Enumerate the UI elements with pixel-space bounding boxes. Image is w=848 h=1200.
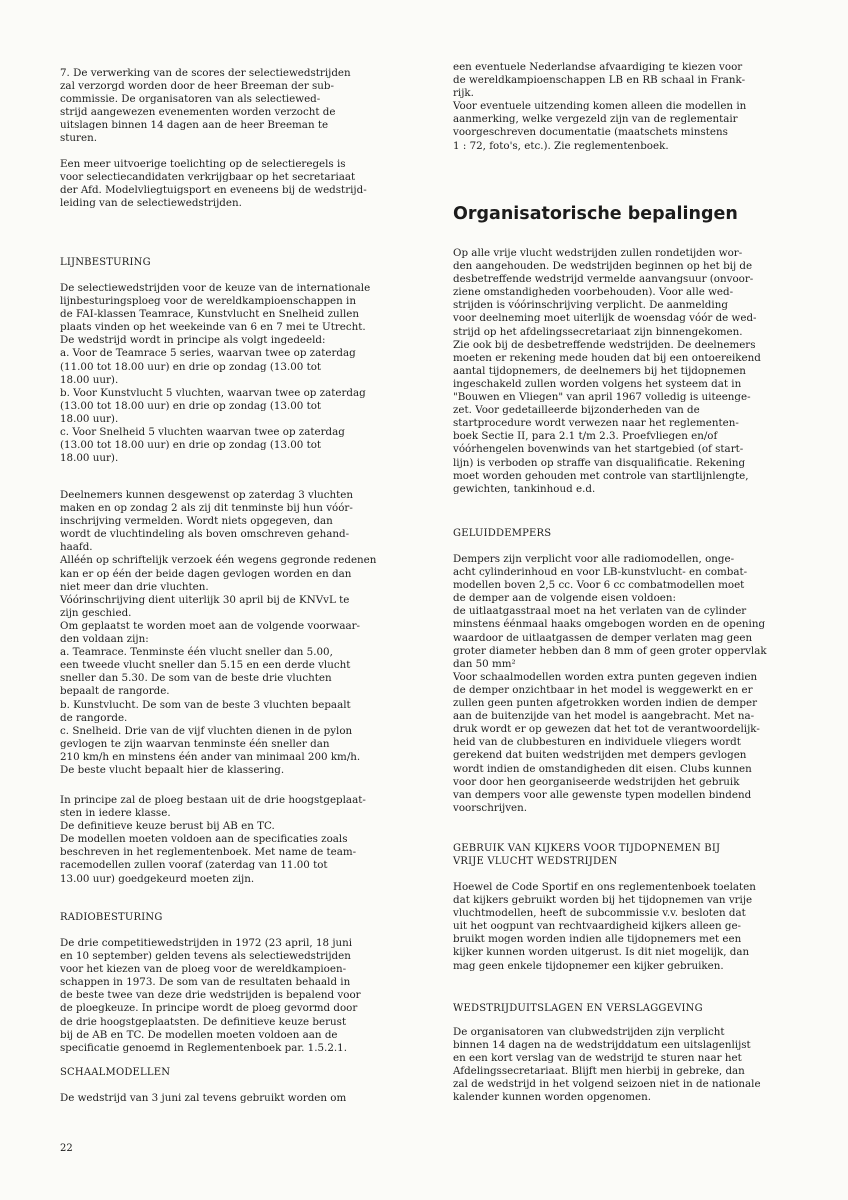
schaalmodellen-text: De wedstrijd van 3 juni zal tevens gebruikt worden om: [60, 1092, 347, 1104]
schaalmodellen-heading: [60, 1066, 412, 1079]
geluiddempers-body: [453, 553, 793, 815]
intro-paragraph: [60, 158, 412, 210]
geluiddempers-text: Dempers zijn verplicht voor alle radiomodellen, onge- acht cylinderinhoud en voor LB-kunstvlucht- en combat- modellen boven 2,5 cc. Voor 6 cc combatmodellen moet de demper aan de volgende eisen voldoen: de uitlaatgasstraal moet na het verlaten van de cylinder minstens éénmaal haaks omgebogen worden en de opening waardoor de uitlaatgassen de demper verlaten mag geen groter diameter hebben dan 8 mm of geen groter oppervlak dan 50 mm² Voor schaalmodellen worden extra punten gegeven indien de demper onzichtbaar in het model is weggewerkt en er zullen geen punten afgetrokken worden indien de demper aan de buitenzijde van het model is aangebracht. Met na- druk wordt er op gewezen dat het tot de verantwoordelijk- heid van de clubbesturen en individuele vliegers wordt gerekend dat buiten wedstrijden met dempers gevlogen wordt indien de omstandigheden dit eisen. Clubs kunnen voor door hen georganiseerde wedstrijden het gebruik van dempers voor alle gewenste typen modellen bindend voorschrijven.: [453, 553, 767, 814]
uitslagen-text: De organisatoren van clubwedstrijden zijn verplicht binnen 14 dagen na de wedstrijddatum een uitslagenlijst en een kort verslag van de wedstrijd te sturen naar het Afdelingssecretariaat. Blijft men hierbij in gebreke, dan zal de wedstrijd in het volgend seizoen niet in de nationale kalender kunnen worden opgenomen.: [453, 1026, 761, 1104]
organisatorische-body: [453, 247, 793, 496]
item-7: [60, 67, 412, 146]
deelnemers-paragraph: [60, 489, 412, 777]
schaal-continuation-text: een eventuele Nederlandse afvaardiging te kiezen voor de wereldkampioenschappen LB en RB schaal in Frank- rijk. Voor eventuele uitzending komen alleen die modellen in aanmerking, welke vergezeld zijn van de reglementair voorgeschreven documentatie (maatschets minstens 1 : 72, foto's, etc.). Zie reglementenboek.: [453, 61, 747, 152]
lijnbesturing-heading: [60, 256, 412, 269]
radiobesturing-body: [60, 937, 412, 1055]
schaalmodellen-body: [60, 1092, 412, 1105]
kijkers-heading: [453, 842, 793, 868]
principe-text: In principe zal de ploeg bestaan uit de drie hoogstgeplaat- sten in iedere klasse. De definitieve keuze berust bij AB en TC. De modellen moeten voldoen aan de specificaties zoals beschreven in het reglementenboek. Met name de team- racemodellen zullen vooraf (zaterdag van 11.00 tot 13.00 uur) goedgekeurd moeten zijn.: [60, 794, 366, 885]
deelnemers-text: Deelnemers kunnen desgewenst op zaterdag 3 vluchten maken en op zondag 2 als zij dit tenminste bij hun vóór- inschrijving vermelden. Wordt niets opgegeven, dan wordt de vluchtindeling als boven omschreven gehand- haafd. Alléén op schriftelijk verzoek één wegens gegronde redenen kan er op één der beide dagen gevlogen worden en dan niet meer dan drie vluchten. Vóórinschrijving dient uiterlijk 30 april bij de KNVvL te zijn geschied. Om geplaatst te worden moet aan de volgende voorwaar- den voldaan zijn: a. Teamrace. Tenminste één vlucht sneller dan 5.00, een tweede vlucht sneller dan 5.15 en een derde vlucht sneller dan 5.30. De som van de beste drie vluchten bepaalt de rangorde. b. Kunstvlucht. De som van de beste 3 vluchten bepaalt de rangorde. c. Snelheid. Drie van de vijf vluchten dienen in de pylon gevlogen te zijn waarvan tenminste één sneller dan 210 km/h en minstens één ander van minimaal 200 km/h. De beste vlucht bepaalt hier de klassering.: [60, 489, 377, 776]
intro-text: Een meer uitvoerige toelichting op de selectieregels is voor selectiecandidaten verkrijgbaar op het secretariaat der Afd. Modelvliegtuigsport en eveneens bij de wedstrijd- leiding van de selectiewedstrijden.: [60, 158, 367, 210]
section-title: Organisatorische bepalingen: [453, 204, 738, 224]
geluiddempers-heading-text: GELUIDDEMPERS: [453, 528, 552, 539]
lijnbesturing-heading-text: LIJNBESTURING: [60, 257, 151, 268]
radiobesturing-heading: [60, 911, 412, 924]
schaal-continuation: [453, 61, 793, 153]
page-number: 22: [60, 1143, 73, 1154]
principe-paragraph: [60, 794, 412, 886]
item-7-text: 7. De verwerking van de scores der selectiewedstrijden zal verzorgd worden door de heer Breeman der sub- commissie. De organisatoren van als selectiewed- strijd aangewezen evenementen worden verzocht de uitslagen binnen 14 dagen aan de heer Breeman te sturen.: [60, 67, 351, 145]
lijnbesturing-body: [60, 282, 412, 465]
radiobesturing-text: De drie competitiewedstrijden in 1972 (23 april, 18 juni en 10 september) gelden tevens als selectiewedstrijden voor het kiezen van de ploeg voor de wereldkampioen- schappen in 1973. De som van de resultaten behaald in de beste twee van deze drie wedstrijden is bepalend voor de ploegkeuze. In principe wordt de ploeg gevormd door de drie hoogstgeplaatsten. De definitieve keuze berust bij de AB en TC. De modellen moeten voldoen aan de specificatie genoemd in Reglementenboek par. 1.5.2.1.: [60, 937, 361, 1054]
uitslagen-heading-text: WEDSTRIJDUITSLAGEN EN VERSLAGGEVING: [453, 1003, 703, 1014]
radiobesturing-heading-text: RADIOBESTURING: [60, 912, 163, 923]
organisatorische-text: Op alle vrije vlucht wedstrijden zullen rondetijden wor- den aangehouden. De wedstrijden beginnen op het bij de desbetreffende wedstrijd vermelde aanvangsuur (onvoor- ziene omstandigheden voorbehouden). Voor alle wed- strijden is vóórinschrijving verplicht. De aanmelding voor deelneming moet uiterlijk de woensdag vóór de wed- strijd op het afdelingssecretariaat zijn binnengekomen. Zie ook bij de desbetreffende wedstrijden. De deelnemers moeten er rekening mede houden dat bij een ontoereikend aantal tijdopnemers, de deelnemers bij het tijdopnemen ingeschakeld zullen worden volgens het systeem dat in "Bouwen en Vliegen" van april 1967 volledig is uiteenge- zet. Voor gedetailleerde bijzonderheden van de startprocedure wordt verwezen naar het reglementen- boek Sectie II, para 2.1 t/m 2.3. Proefvliegen en/of vóórhengelen bovenwinds van het startgebied (of start- lijn) is verboden op straffe van disqualificatie. Rekening moet worden gehouden met controle van startlijnlengte, gewichten, tankinhoud e.d.: [453, 247, 761, 495]
schaalmodellen-heading-text: SCHAALMODELLEN: [60, 1067, 171, 1078]
uitslagen-body: [453, 1026, 793, 1105]
geluiddempers-heading: [453, 527, 793, 540]
kijkers-body: [453, 881, 793, 973]
kijkers-text: Hoewel de Code Sportif en ons reglementenboek toelaten dat kijkers gebruikt worden bij het tijdopnemen van vrije vluchtmodellen, heeft de subcommissie v.v. besloten dat uit het oogpunt van rechtvaardigheid kijkers alleen ge- bruikt mogen worden indien alle tijdopnemers met een kijker kunnen worden uitgerust. Is dit niet mogelijk, dan mag geen enkele tijdopnemer een kijker gebruiken.: [453, 881, 756, 972]
lijnbesturing-text: De selectiewedstrijden voor de keuze van de internationale lijnbesturingsploeg voor de wereldkampioenschappen in de FAI-klassen Teamrace, Kunstvlucht en Snelheid zullen plaats vinden op het weekeinde van 6 en 7 mei te Utrecht. De wedstrijd wordt in principe als volgt ingedeeld: a. Voor de Teamrace 5 series, waarvan twee op zaterdag (11.00 tot 18.00 uur) en drie op zondag (13.00 tot 18.00 uur). b. Voor Kunstvlucht 5 vluchten, waarvan twee op zaterdag (13.00 tot 18.00 uur) en drie op zondag (13.00 tot 18.00 uur). c. Voor Snelheid 5 vluchten waarvan twee op zaterdag (13.00 tot 18.00 uur) en drie op zondag (13.00 tot 18.00 uur).: [60, 282, 371, 465]
organisatorische-heading: [453, 203, 793, 225]
kijkers-heading-text: GEBRUIK VAN KIJKERS VOOR TIJDOPNEMEN BIJ VRIJE VLUCHT WEDSTRIJDEN: [453, 843, 721, 868]
uitslagen-heading: [453, 1002, 793, 1015]
